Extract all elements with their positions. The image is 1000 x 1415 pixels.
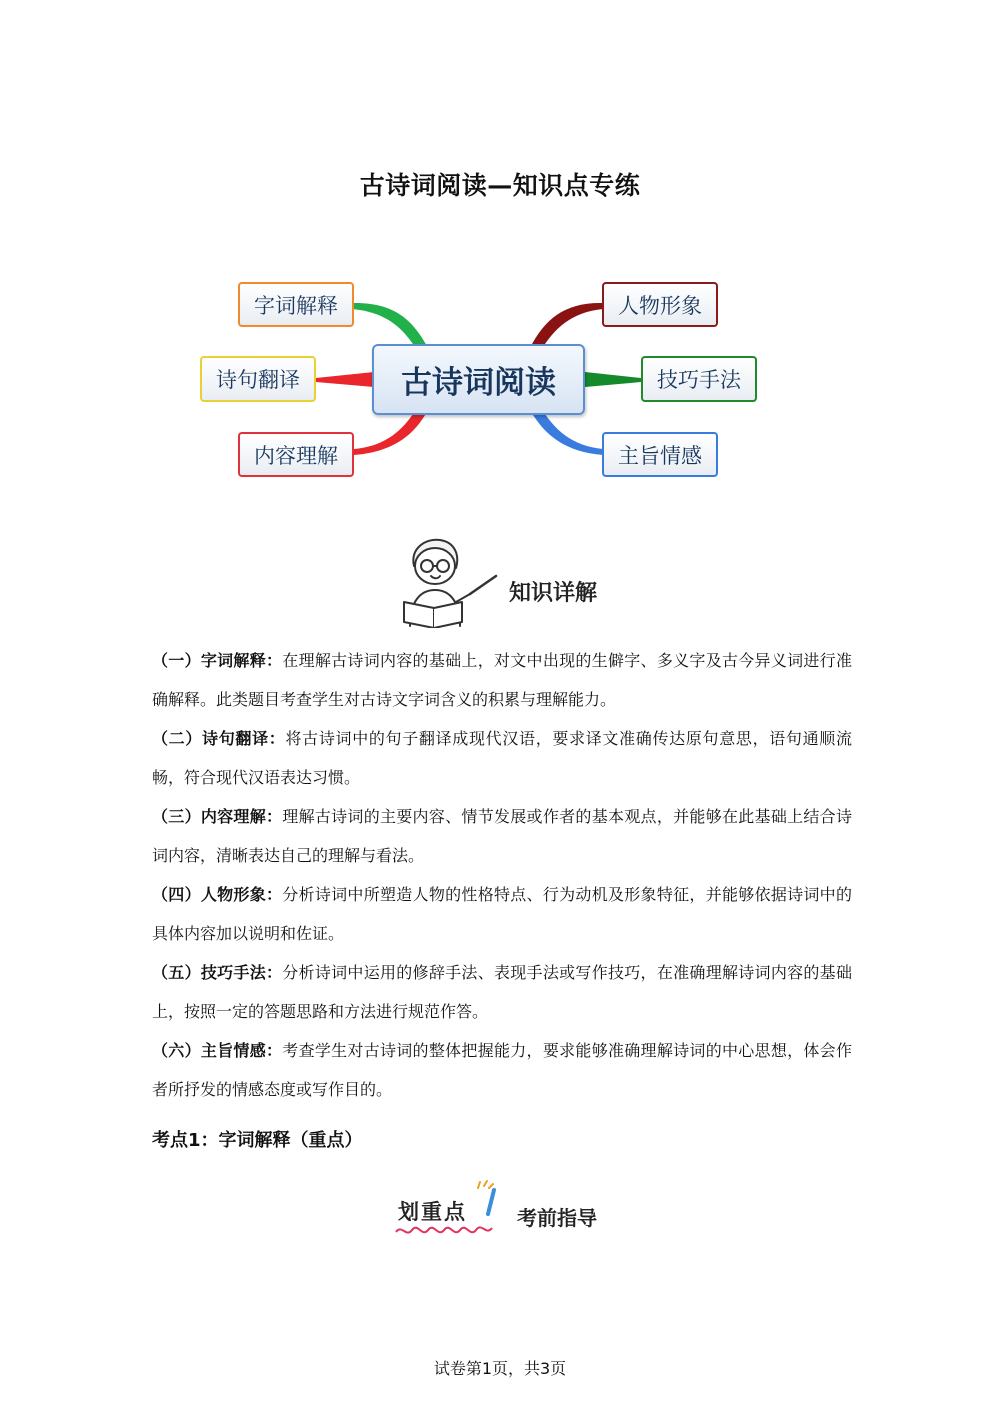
paragraph-4: （四）人物形象：分析诗词中所塑造人物的性格特点、行为动机及形象特征，并能够依据诗词中的具体内容加以说明和佐证。 bbox=[152, 885, 852, 943]
node-zhuzhi: 主旨情感 bbox=[602, 432, 718, 477]
paragraph-5: （五）技巧手法：分析诗词中运用的修辞手法、表现手法或写作技巧，在准确理解诗词内容的基础上，按照一定的答题思路和方法进行规范作答。 bbox=[152, 963, 852, 1021]
paragraph-3: （三）内容理解：理解古诗词的主要内容、情节发展或作者的基本观点，并能够在此基础上结合诗词内容，清晰表达自己的理解与看法。 bbox=[152, 807, 852, 865]
paragraph-2: （二）诗句翻译：将古诗词中的句子翻译成现代汉语，要求译文准确传达原句意思，语句通顺流畅，符合现代汉语表达习惯。 bbox=[152, 729, 852, 787]
connector-zhuzhi bbox=[530, 406, 603, 455]
mind-map-connectors bbox=[0, 0, 1000, 520]
section-badge: 知识详解 bbox=[509, 581, 598, 606]
node-renwu: 人物形象 bbox=[602, 282, 718, 327]
page-footer: 试卷第1页，共3页 bbox=[433, 1359, 567, 1378]
paragraph-6: （六）主旨情感：考查学生对古诗词的整体把握能力，要求能够准确理解诗词的中心思想，体会作者所抒发的情感态度或写作目的。 bbox=[152, 1041, 852, 1099]
connector-neirong bbox=[354, 406, 428, 455]
node-center: 古诗词阅读 bbox=[372, 344, 585, 415]
connector-zici bbox=[352, 303, 428, 352]
teacher-icon bbox=[396, 536, 500, 628]
guide-label: 考前指导 bbox=[517, 1206, 597, 1230]
node-jiqiao: 技巧手法 bbox=[641, 356, 757, 402]
document-title: 古诗词阅读—知识点专练 bbox=[359, 171, 641, 200]
node-zici: 字词解释 bbox=[238, 282, 354, 327]
paragraph-1: （一）字词解释：在理解古诗词内容的基础上，对文中出现的生僻字、多义字及古今异义词进行准确解释。此类题目考查学生对古诗文字词含义的积累与理解能力。 bbox=[152, 651, 852, 709]
node-shiju: 诗句翻译 bbox=[200, 356, 316, 402]
kaodian-heading: 考点1：字词解释（重点） bbox=[152, 1130, 363, 1151]
knowledge-details bbox=[152, 641, 852, 1109]
node-neirong: 内容理解 bbox=[238, 432, 354, 477]
highlight-badge: 划重点 bbox=[398, 1200, 467, 1224]
connector-renwu bbox=[530, 303, 603, 352]
connector-shiju bbox=[316, 372, 374, 387]
connector-jiqiao bbox=[585, 372, 641, 387]
